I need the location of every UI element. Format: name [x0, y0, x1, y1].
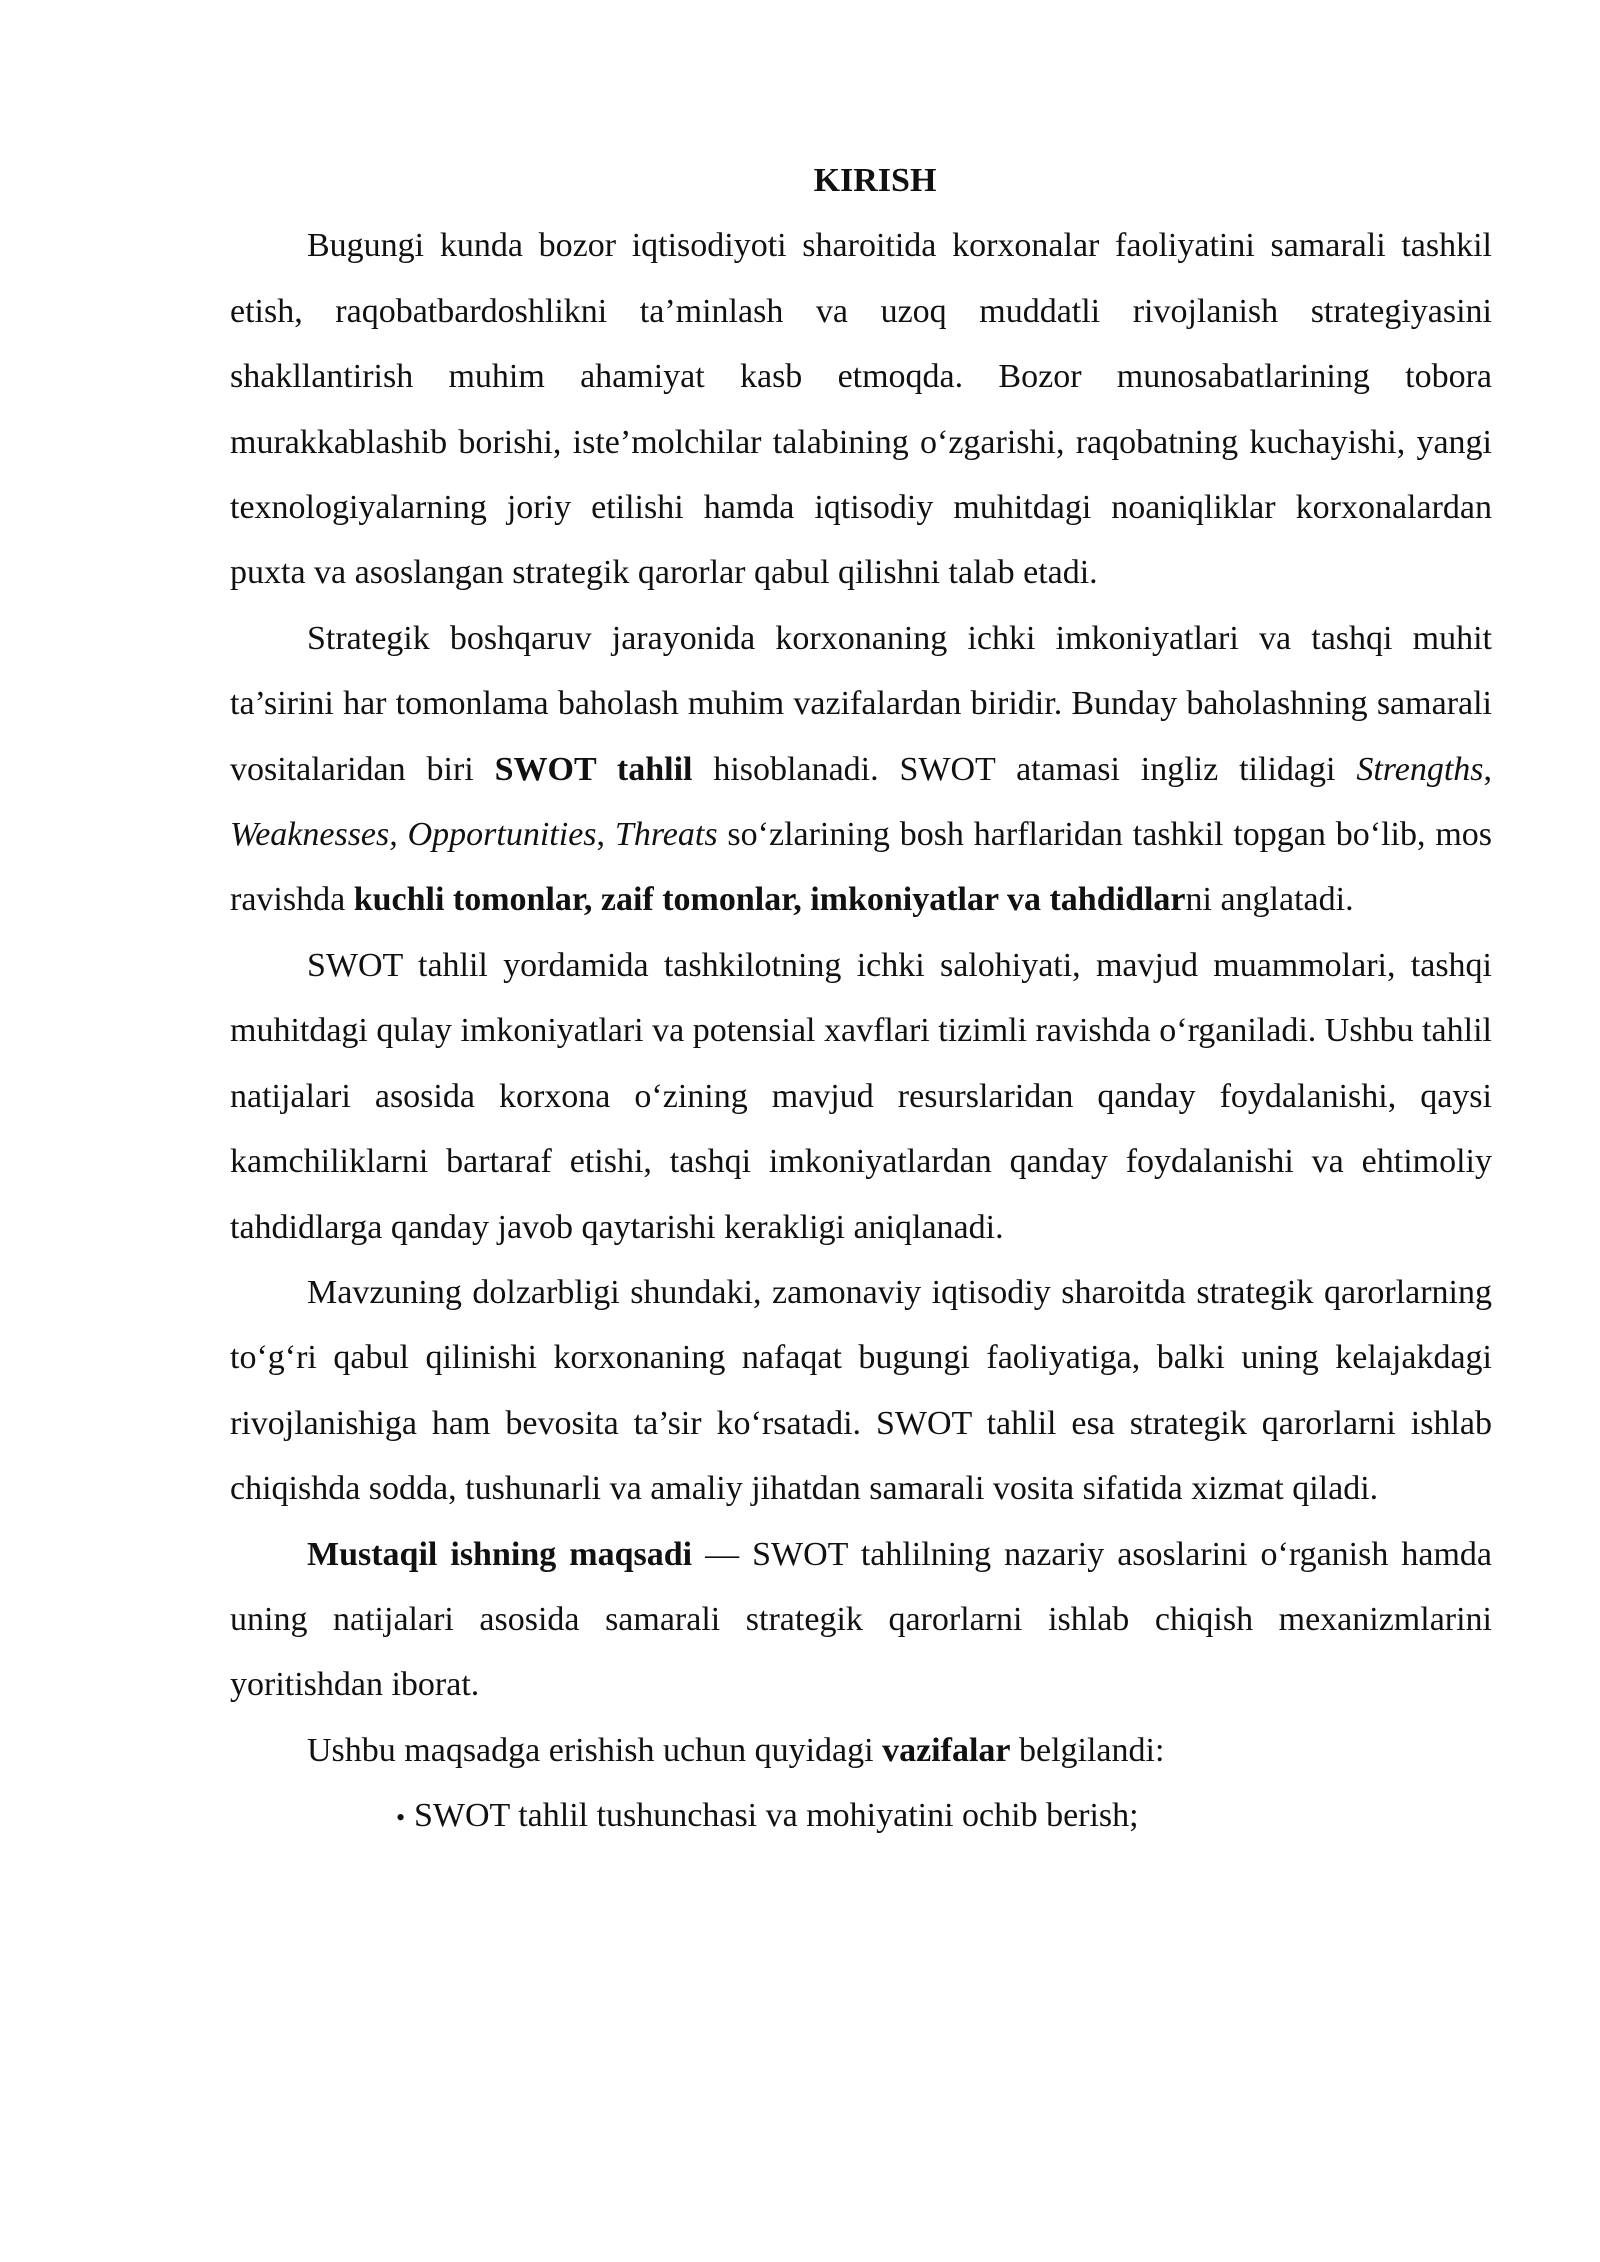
paragraph-text: ni anglatadi.: [1185, 881, 1354, 919]
paragraph-text: belgilandi:: [1010, 1731, 1165, 1769]
paragraph-swot-definition: [230, 606, 1492, 933]
bold-term-swot-components: kuchli tomonlar, zaif tomonlar, imkoniyatlar va tahdidlar: [353, 881, 1186, 919]
bold-term-swot: SWOT tahlil: [494, 750, 693, 788]
italic-term-weaknesses-opportunities: Weaknesses, Opportunities: [230, 816, 597, 854]
paragraph-text: Strategik boshqaruv jarayonida korxonaning ichki imkoniyatlari va tashqi muhit ta’sirini har tomonlama baholash muhim vazifalardan biridir. Bunday baholashning samarali vositalaridan biri: [230, 619, 1492, 788]
paragraph-text: hisoblanadi. SWOT atamasi ingliz tilidagi: [692, 750, 1357, 788]
paragraph-relevance: [230, 1260, 1492, 1522]
bullet-icon: •: [396, 1803, 406, 1833]
italic-term-strengths: Strengths: [1356, 750, 1484, 788]
paragraph-text: Mavzuning dolzarbligi shundaki, zamonaviy iqtisodiy sharoitda strategik qarorlarning to‘g‘ri qabul qilinishi korxonaning nafaqat bugungi faoliyatiga, balki uning kelajakdagi rivojlanishiga ham bevosita ta’sir ko‘rsatadi. SWOT tahlil esa strategik qarorlarni ishlab chiqishda sodda, tushunarli va amaliy jihatdan samarali vosita sifatida xizmat qiladi.: [230, 1273, 1492, 1508]
bullet-item: [230, 1783, 1492, 1850]
paragraph-text: SWOT tahlil yordamida tashkilotning ichki salohiyati, mavjud muammolari, tashqi muhitdagi qulay imkoniyatlari va potensial xavflari tizimli ravishda o‘rganiladi. Ushbu tahlil natijalari asosida korxona o‘zining mavjud resurslaridan qanday foydalanishi, qaysi kamchiliklarni bartaraf etishi, tashqi imkoniyatlardan qanday foydalanishi va ehtimoliy tahdidlarga qanday javob qaytarishi kerakligi aniqlanadi.: [230, 946, 1492, 1246]
italic-term-threats: Threats: [614, 816, 718, 854]
paragraph-text: — SWOT tahlilning nazariy asoslarini o‘rganish hamda uning natijalari asosida samarali strategik qarorlarni ishlab chiqish mexanizmlarini yoritishdan iborat.: [230, 1535, 1492, 1704]
paragraph-text: ,: [1483, 750, 1492, 788]
bullet-text: SWOT tahlil tushunchasi va mohiyatini ochib berish;: [414, 1797, 1139, 1835]
paragraph-text: Bugungi kunda bozor iqtisodiyoti sharoitida korxonalar faoliyatini samarali tashkil etish, raqobatbardoshlikni ta’minlash va uzoq muddatli rivojlanish strategiyasini shakllantirish muhim ahamiyat kasb etmoqda. Bozor munosabatlarining tobora murakkablashib borishi, iste’molchilar talabining o‘zgarishi, raqobatning kuchayishi, yangi texnologiyalarning joriy etilishi hamda iqtisodiy muhitdagi noaniqliklar korxonalardan puxta va asoslangan strategik qarorlar qabul qilishni talab etadi.: [230, 227, 1492, 592]
paragraph-text: so‘zlarining bosh harflaridan tashkil topgan bo‘lib, mos ravishda: [230, 816, 1493, 919]
bold-term-goal: Mustaqil ishning maqsadi: [307, 1535, 693, 1573]
paragraph-text: ,: [596, 816, 615, 854]
section-title: KIRISH: [813, 162, 937, 199]
paragraph-goal: [230, 1522, 1492, 1718]
paragraph-intro: [230, 213, 1492, 605]
paragraph-tasks-intro: [230, 1718, 1492, 1783]
paragraph-text: Ushbu maqsadga erishish uchun quyidagi: [307, 1731, 883, 1769]
bold-term-tasks: vazifalar: [882, 1731, 1011, 1769]
document-page: [230, 148, 1492, 1851]
paragraph-swot-usage: [230, 933, 1492, 1260]
